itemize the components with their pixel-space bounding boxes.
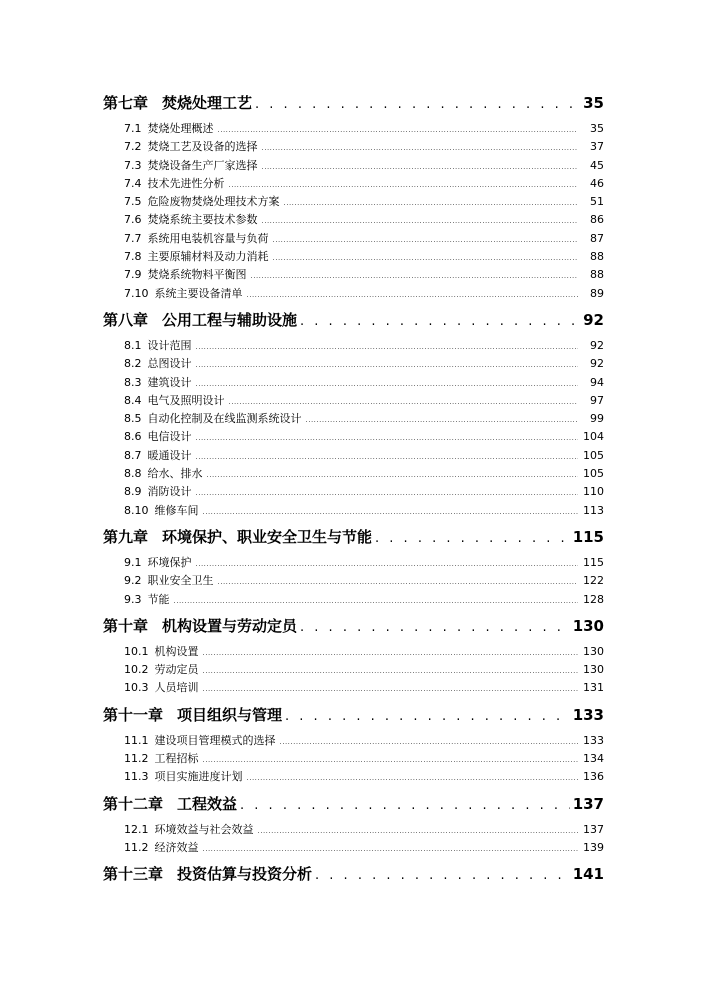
- section-number: 11.1: [124, 733, 149, 747]
- toc-section-entry[interactable]: [103, 175, 604, 193]
- section-page-number: 130: [583, 663, 604, 677]
- section-page-number: 46: [590, 176, 604, 190]
- toc-section-entry[interactable]: [103, 285, 604, 303]
- toc-section-entry[interactable]: [103, 266, 604, 284]
- section-number: 12.1: [124, 822, 149, 836]
- chapter-number: 第十二章: [103, 794, 164, 813]
- section-number: 8.1: [124, 338, 142, 352]
- dot-leader: [203, 644, 579, 662]
- section-title: 技术先进性分析: [147, 176, 225, 190]
- toc-section-entry[interactable]: [103, 138, 604, 156]
- dot-leader: [306, 411, 579, 429]
- section-title: 主要原辅材料及动力消耗: [147, 250, 269, 264]
- chapter-title: 项目组织与管理: [177, 705, 283, 724]
- dot-leader: [203, 503, 579, 521]
- section-number: 10.2: [124, 663, 149, 677]
- toc-section-entry[interactable]: [103, 120, 604, 138]
- section-page-number: 88: [590, 268, 604, 282]
- section-page-number: 104: [583, 430, 604, 444]
- toc-section-entry[interactable]: [103, 750, 604, 768]
- section-page-number: 97: [590, 393, 604, 407]
- section-title: 建筑设计: [147, 375, 192, 389]
- table-of-contents: [103, 92, 604, 891]
- section-page-number: 122: [583, 574, 604, 588]
- section-page-number: 35: [590, 122, 604, 135]
- section-number: 8.10: [124, 503, 149, 517]
- chapter-number: 第八章: [103, 310, 149, 329]
- section-title: 职业安全卫生: [147, 574, 214, 588]
- section-number: 8.2: [124, 357, 142, 371]
- section-title: 焚烧系统主要技术参数: [147, 213, 258, 227]
- chapter-page-number: 141: [572, 865, 604, 884]
- section-page-number: 87: [590, 231, 604, 245]
- dot-leader: [203, 680, 579, 698]
- toc-section-entry[interactable]: [103, 374, 604, 392]
- section-page-number: 92: [590, 357, 604, 371]
- dot-leader: [258, 822, 579, 840]
- section-number: 8.3: [124, 375, 142, 389]
- dot-leader: [218, 121, 579, 139]
- section-title: 人员培训: [154, 681, 199, 695]
- dot-leader: [300, 617, 570, 639]
- dot-leader: [203, 840, 579, 858]
- toc-section-entry[interactable]: [103, 732, 604, 750]
- section-page-number: 137: [583, 822, 604, 836]
- toc-section-entry[interactable]: [103, 428, 604, 446]
- section-number: 8.8: [124, 467, 142, 481]
- dot-leader: [273, 231, 579, 249]
- section-number: 9.3: [124, 592, 142, 606]
- section-title: 暖通设计: [147, 448, 192, 462]
- section-title: 消防设计: [147, 485, 192, 499]
- dot-leader: [247, 769, 579, 787]
- toc-section-entry[interactable]: [103, 821, 604, 839]
- chapter-number: 第九章: [103, 527, 149, 546]
- dot-leader: [229, 393, 579, 411]
- toc-chapter-entry[interactable]: [103, 863, 604, 885]
- section-number: 8.7: [124, 448, 142, 462]
- chapter-page-number: 115: [572, 527, 604, 546]
- section-page-number: 51: [590, 195, 604, 209]
- section-page-number: 94: [590, 375, 604, 389]
- toc-section-entry[interactable]: [103, 483, 604, 501]
- dot-leader: [315, 865, 570, 887]
- section-page-number: 86: [590, 213, 604, 227]
- section-number: 8.6: [124, 430, 142, 444]
- section-title: 危险废物焚烧处理技术方案: [147, 195, 280, 209]
- section-number: 10.1: [124, 644, 149, 658]
- toc-section-entry[interactable]: [103, 591, 604, 609]
- section-number: 7.10: [124, 286, 149, 300]
- section-number: 8.9: [124, 485, 142, 499]
- dot-leader: [262, 212, 579, 230]
- section-title: 总图设计: [147, 357, 192, 371]
- section-number: 7.9: [124, 268, 142, 282]
- section-number: 9.1: [124, 555, 142, 569]
- toc-section-entry[interactable]: [103, 410, 604, 428]
- section-title: 系统用电装机容量与负荷: [147, 231, 269, 245]
- chapter-page-number: 133: [572, 705, 604, 724]
- chapter-page-number: 137: [572, 794, 604, 813]
- chapter-number: 第十三章: [103, 865, 164, 884]
- dot-leader: [375, 528, 570, 550]
- dot-leader: [300, 311, 580, 333]
- toc-section-entry[interactable]: [103, 193, 604, 211]
- section-title: 系统主要设备清单: [154, 286, 243, 300]
- toc-chapter-entry[interactable]: [103, 92, 604, 114]
- toc-chapter-entry[interactable]: [103, 526, 604, 548]
- section-page-number: 105: [583, 448, 604, 462]
- chapter-title: 工程效益: [177, 794, 238, 813]
- dot-leader: [262, 139, 579, 157]
- section-page-number: 131: [583, 681, 604, 695]
- dot-leader: [284, 194, 579, 212]
- section-number: 8.5: [124, 412, 142, 426]
- dot-leader: [196, 484, 579, 502]
- section-title: 自动化控制及在线监测系统设计: [147, 412, 302, 426]
- chapter-title: 环境保护、职业安全卫生与节能: [162, 527, 373, 546]
- dot-leader: [273, 249, 579, 267]
- dot-leader: [196, 555, 579, 573]
- section-page-number: 99: [590, 412, 604, 426]
- chapter-page-number: 92: [583, 310, 604, 329]
- dot-leader: [196, 429, 579, 447]
- dot-leader: [196, 375, 579, 393]
- dot-leader: [196, 448, 579, 466]
- section-title: 建设项目管理模式的选择: [154, 733, 276, 747]
- section-title: 焚烧设备生产厂家选择: [147, 158, 258, 172]
- section-page-number: 134: [583, 752, 604, 766]
- section-page-number: 115: [583, 555, 604, 569]
- section-page-number: 89: [590, 286, 604, 300]
- toc-section-entry[interactable]: [103, 643, 604, 661]
- dot-leader: [229, 176, 579, 194]
- section-title: 电信设计: [147, 430, 192, 444]
- section-page-number: 45: [590, 158, 604, 172]
- chapter-title: 公用工程与辅助设施: [162, 310, 298, 329]
- toc-section-entry[interactable]: [103, 554, 604, 572]
- dot-leader: [240, 795, 570, 817]
- section-title: 维修车间: [154, 503, 199, 517]
- section-number: 7.6: [124, 213, 142, 227]
- section-title: 机构设置: [154, 644, 199, 658]
- section-title: 经济效益: [154, 840, 199, 854]
- section-number: 11.3: [124, 770, 149, 784]
- section-page-number: 92: [590, 338, 604, 352]
- toc-chapter-entry[interactable]: [103, 793, 604, 815]
- dot-leader: [196, 338, 579, 356]
- toc-section-entry[interactable]: [103, 661, 604, 679]
- dot-leader: [203, 662, 579, 680]
- dot-leader: [247, 286, 579, 304]
- toc-section-entry[interactable]: [103, 768, 604, 786]
- toc-chapter-entry[interactable]: [103, 309, 604, 331]
- section-page-number: 139: [583, 840, 604, 854]
- chapter-number: 第十一章: [103, 705, 164, 724]
- section-number: 8.4: [124, 393, 142, 407]
- chapter-title: 投资估算与投资分析: [177, 865, 313, 884]
- toc-section-entry[interactable]: [103, 447, 604, 465]
- section-number: 11.2: [124, 840, 149, 854]
- section-number: 7.3: [124, 158, 142, 172]
- dot-leader: [280, 733, 579, 751]
- toc-section-entry[interactable]: [103, 211, 604, 229]
- dot-leader: [203, 751, 579, 769]
- section-title: 节能: [147, 592, 170, 606]
- dot-leader: [174, 592, 579, 610]
- toc-section-entry[interactable]: [103, 230, 604, 248]
- section-page-number: 110: [583, 485, 604, 499]
- section-title: 设计范围: [147, 338, 192, 352]
- section-number: 11.2: [124, 752, 149, 766]
- toc-section-entry[interactable]: [103, 839, 604, 857]
- toc-chapter-entry[interactable]: [103, 704, 604, 726]
- section-page-number: 37: [590, 140, 604, 154]
- section-number: 7.8: [124, 250, 142, 264]
- dot-leader: [285, 706, 570, 728]
- section-title: 焚烧工艺及设备的选择: [147, 140, 258, 154]
- toc-section-entry[interactable]: [103, 355, 604, 373]
- section-page-number: 88: [590, 250, 604, 264]
- toc-section-entry[interactable]: [103, 679, 604, 697]
- section-title: 焚烧系统物料平衡图: [147, 268, 247, 282]
- section-title: 项目实施进度计划: [154, 770, 243, 784]
- toc-section-entry[interactable]: [103, 572, 604, 590]
- section-number: 7.1: [124, 122, 142, 135]
- section-title: 劳动定员: [154, 663, 199, 677]
- chapter-number: 第七章: [103, 94, 149, 112]
- section-page-number: 128: [583, 592, 604, 606]
- chapter-title: 焚烧处理工艺: [162, 94, 253, 112]
- section-number: 7.5: [124, 195, 142, 209]
- section-number: 7.4: [124, 176, 142, 190]
- section-title: 电气及照明设计: [147, 393, 225, 407]
- section-title: 焚烧处理概述: [147, 122, 214, 135]
- dot-leader: [218, 573, 579, 591]
- toc-section-entry[interactable]: [103, 337, 604, 355]
- section-number: 10.3: [124, 681, 149, 695]
- toc-section-entry[interactable]: [103, 465, 604, 483]
- section-title: 给水、排水: [147, 467, 203, 481]
- section-number: 7.7: [124, 231, 142, 245]
- dot-leader: [196, 356, 579, 374]
- section-page-number: 113: [583, 503, 604, 517]
- section-page-number: 136: [583, 770, 604, 784]
- toc-chapter-entry[interactable]: [103, 615, 604, 637]
- dot-leader: [207, 466, 579, 484]
- chapter-title: 机构设置与劳动定员: [162, 616, 298, 635]
- chapter-page-number: 130: [572, 616, 604, 635]
- chapter-number: 第十章: [103, 616, 149, 635]
- section-title: 环境效益与社会效益: [154, 822, 254, 836]
- chapter-page-number: 35: [583, 94, 604, 112]
- section-number: 7.2: [124, 140, 142, 154]
- section-page-number: 105: [583, 467, 604, 481]
- dot-leader: [255, 94, 580, 116]
- section-page-number: 133: [583, 733, 604, 747]
- toc-section-entry[interactable]: [103, 248, 604, 266]
- toc-section-entry[interactable]: [103, 502, 604, 520]
- toc-section-entry[interactable]: [103, 157, 604, 175]
- section-number: 9.2: [124, 574, 142, 588]
- section-title: 工程招标: [154, 752, 199, 766]
- section-title: 环境保护: [147, 555, 192, 569]
- dot-leader: [251, 267, 579, 285]
- toc-section-entry[interactable]: [103, 392, 604, 410]
- dot-leader: [262, 158, 579, 176]
- section-page-number: 130: [583, 644, 604, 658]
